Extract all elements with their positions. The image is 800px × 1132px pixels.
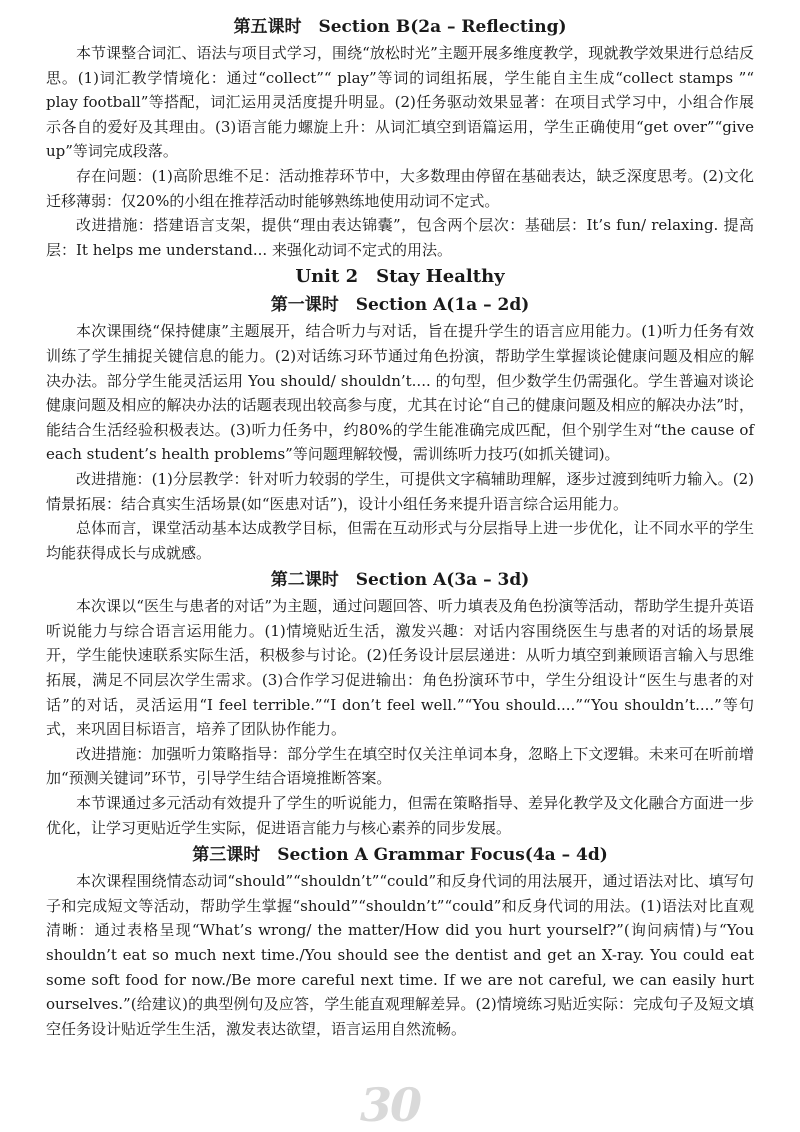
section-heading-lesson-2: 第二课时 Section A(3a – 3d): [270, 570, 530, 591]
paragraph: 本节课通过多元活动有效提升了学生的听说能力，但需在策略指导、差异化教学及文化融合方面进一步优化，让学习更贴近学生实际，促进语言能力与核心素养的同步发展。: [46, 794, 754, 837]
section-heading-lesson-5: 第五课时 Section B(2a – Reflecting): [233, 17, 567, 37]
paragraph: 改进措施：(1)分层教学：针对听力较弱的学生，可提供文字稿辅助理解，逐步过渡到纯听力输入。(2)情景拓展：结合真实生活场景(如“医患对话”)，设计小组任务来提升语言综合运用能力。: [46, 469, 754, 513]
section-heading-lesson-1: 第一课时 Section A(1a – 2d): [270, 295, 530, 316]
section-heading-lesson-3: 第三课时 Section A Grammar Focus(4a – 4d): [192, 845, 608, 866]
page-number: 30: [360, 1078, 421, 1132]
paragraph: 改进措施：搭建语言支架，提供“理由表达锦囊”，包含两个层次：基础层：It’s fun/ relaxing. 提高层：It helps me understand... 来强化动词不定式的用法。: [46, 216, 754, 259]
paragraph: 本节课整合词汇、语法与项目式学习，围绕“放松时光”主题开展多维度教学，现就教学效果进行总结反思。(1)词汇教学情境化：通过“collect”“ play”等词的词组拓展，学生能自主生成“collect stamps ”“ play football”等搭配，词汇运用灵活度提升明显。(2)任务驱动效果显著：在项目式学习中，小组合作展示各自的爱好及其理由。(3)语言能力螺旋上升：从词汇填空到语篇运用，学生正确使用“get over”“give up”等词完成段落。: [46, 44, 754, 161]
paragraph: 本次课围绕“保持健康”主题展开，结合听力与对话，旨在提升学生的语言应用能力。(1)听力任务有效训练了学生捕捉关键信息的能力。(2)对话练习环节通过角色扮演，帮助学生掌握谈论健康问题及相应的解决办法。部分学生能灵活运用 You should/ shouldn’t.... 的句型，但少数学生仍需强化。学生普遍对谈论健康问题及相应的解决办法的话题表现出较高参与度，尤其在讨论“自己的健康问题及相应的解决办法”时，能结合生活经验积极表达。(3)听力任务中，约80%的学生能准确完成匹配，但个别学生对“the cause of each student’s health problems”等问题理解较慢，需训练听力技巧(如抓关键词)。: [46, 322, 754, 464]
unit-heading: Unit 2 Stay Healthy: [295, 266, 505, 288]
paragraph: 本次课以“医生与患者的对话”为主题，通过问题回答、听力填表及角色扮演等活动，帮助学生提升英语听说能力与综合语言运用能力。(1)情境贴近生活，激发兴趣：对话内容围绕医生与患者的对话的场景展开，学生能快速联系实际生活，积极参与讨论。(2)任务设计层层递进：从听力填空到兼顾语言输入与思维拓展，满足不同层次学生需求。(3)合作学习促进输出：角色扮演环节中，学生分组设计“医生与患者的对话”的对话，灵活运用“I feel terrible.”“I don’t feel well.”“You should....”“You shouldn’t....”等句式，来巩固目标语言，培养了团队协作能力。: [46, 597, 754, 739]
paragraph: 本次课程围绕情态动词“should”“shouldn’t”“could”和反身代词的用法展开，通过语法对比、填写句子和完成短文等活动，帮助学生掌握“should”“shouldn’t”“could”和反身代词的用法。(1)语法对比直观清晰：通过表格呈现“What’s wrong/ the matter/How did you hurt yourself?”(询问病情)与“You shouldn’t eat so much next time./You should see the dentist and get an X-ray. You could eat some soft food for now./Be more careful next time. If we are not careful, we can easily hurt ourselves.”(给建议)的典型例句及应答，学生能直观理解差异。(2)情境练习贴近实际：完成句子及短文填空任务设计贴近学生生活，激发表达欲望，语言运用自然流畅。: [46, 872, 754, 1038]
document-page: [46, 12, 754, 1041]
paragraph: 改进措施：加强听力策略指导：部分学生在填空时仅关注单词本身，忽略上下文逻辑。未来可在听前增加“预测关键词”环节，引导学生结合语境推断答案。: [46, 744, 754, 788]
paragraph: 存在问题：(1)高阶思维不足：活动推荐环节中，大多数理由停留在基础表达，缺乏深度思考。(2)文化迁移薄弱：仅20%的小组在推荐活动时能够熟练地使用动词不定式。: [46, 166, 754, 210]
paragraph: 总体而言，课堂活动基本达成教学目标，但需在互动形式与分层指导上进一步优化，让不同水平的学生均能获得成长与成就感。: [46, 519, 754, 562]
